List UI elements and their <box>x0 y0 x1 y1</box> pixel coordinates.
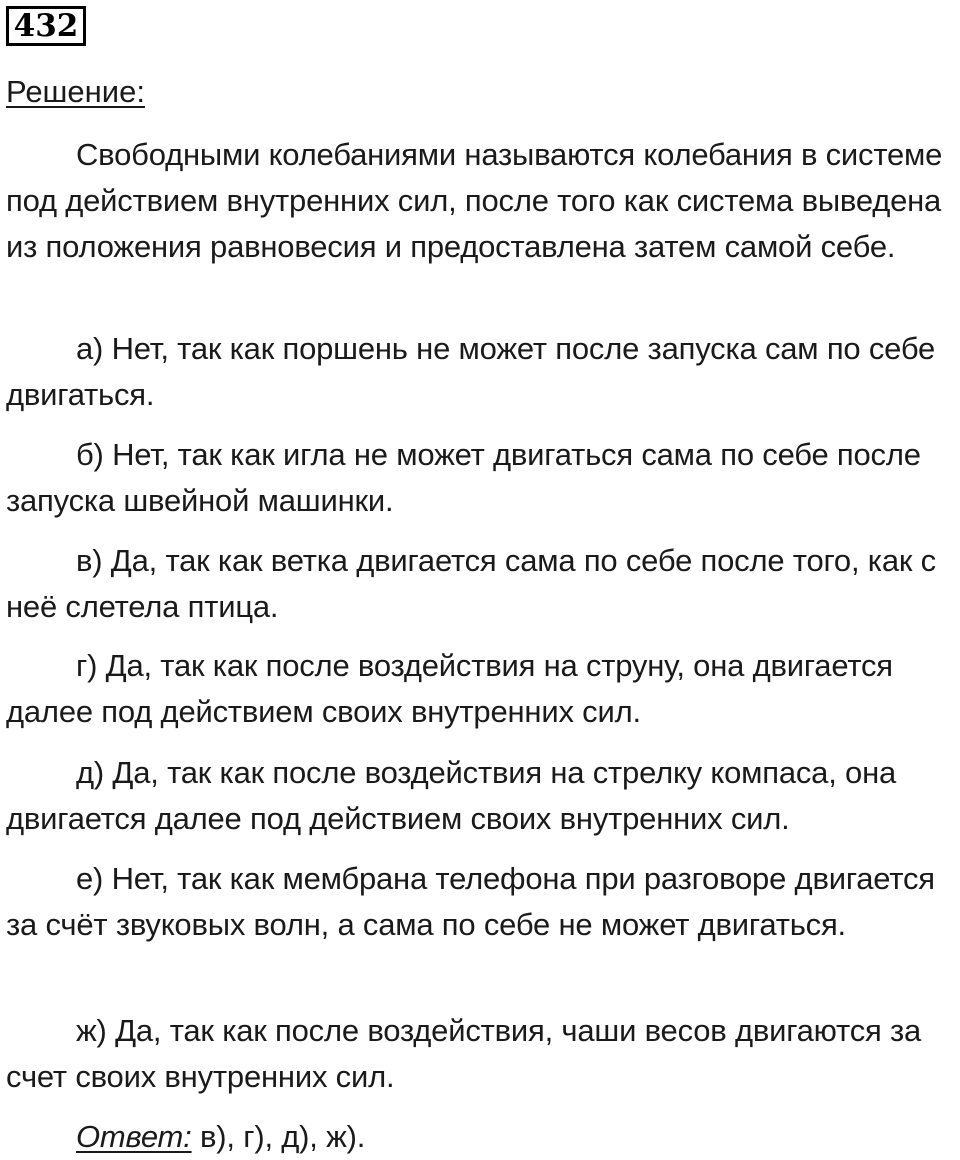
answer-label: Ответ: <box>76 1119 192 1154</box>
answer-value: в), г), д), ж). <box>191 1119 366 1154</box>
item-g-paragraph: г) Да, так как после воздействия на струну, она двигается далее под действием своих внутренних сил. <box>6 648 893 729</box>
solution-heading: Решение: <box>6 74 145 109</box>
item-b-paragraph: б) Нет, так как игла не может двигаться сама по себе после запуска швейной машинки. <box>6 437 921 518</box>
definition-paragraph: Свободными колебаниями называются колебания в системе под действием внутренних сил, после того как система выведена из положения равновесия и предоставлена затем самой себе. <box>6 137 943 264</box>
item-zh-paragraph: ж) Да, так как после воздействия, чаши весов двигаются за счет своих внутренних сил. <box>6 1013 922 1094</box>
item-a-paragraph: а) Нет, так как поршень не может после запуска сам по себе двигаться. <box>6 331 936 412</box>
item-e-paragraph: е) Нет, так как мембрана телефона при разговоре двигается за счёт звуковых волн, а сама по себе не может двигаться. <box>6 861 935 942</box>
answer-line <box>6 1114 956 1160</box>
item-d-paragraph: д) Да, так как после воздействия на стрелку компаса, она двигается далее под действием своих внутренних сил. <box>6 755 897 836</box>
task-number-box: 432 <box>6 6 86 46</box>
item-v-paragraph: в) Да, так как ветка двигается сама по себе после того, как с неё слетела птица. <box>6 543 936 624</box>
